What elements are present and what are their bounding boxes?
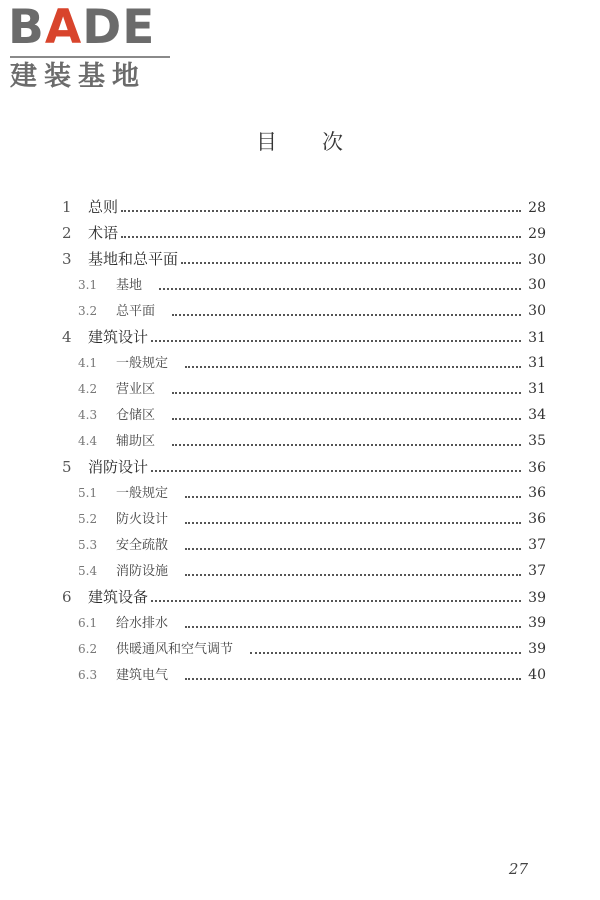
toc-entry-title: 一般规定: [116, 356, 169, 371]
toc-entry-title: 供暖通风和空气调节: [116, 642, 234, 657]
toc-entry-title: 一般规定: [116, 486, 169, 501]
toc-entry-page: 35: [528, 433, 546, 449]
toc-entry-page: 36: [528, 460, 546, 476]
toc-section-entry[interactable]: [60, 480, 546, 506]
toc-dot-leader: [151, 588, 521, 602]
page-title: 目 次: [256, 130, 344, 154]
toc-section-entry[interactable]: [60, 532, 546, 558]
page-number: 27: [508, 860, 528, 878]
toc-entry-title: 建筑设备: [88, 588, 149, 606]
toc-entry-page: 30: [528, 277, 546, 293]
toc-entry-title: 消防设施: [116, 564, 169, 579]
toc-dot-leader: [172, 432, 521, 446]
toc-entry-number: 4.3: [78, 408, 98, 422]
toc-entry-title: 辅助区: [116, 434, 156, 449]
toc-section-entry[interactable]: [60, 610, 546, 636]
toc-entry-title: 仓储区: [116, 408, 156, 423]
toc-entry-number: 4.1: [78, 356, 98, 370]
toc-dot-leader: [121, 224, 521, 238]
toc-section-entry[interactable]: [60, 350, 546, 376]
toc-chapter-entry[interactable]: [60, 194, 546, 220]
toc-dot-leader: [159, 276, 521, 290]
toc-entry-number: 5.4: [78, 564, 98, 578]
toc-entry-title: 给水排水: [116, 616, 169, 631]
logo-letters-before: B: [8, 0, 45, 55]
toc-entry-page: 36: [528, 511, 546, 527]
toc-entry-title: 防火设计: [116, 512, 169, 527]
toc-entry-page: 39: [528, 641, 546, 657]
toc-entry-title: 安全疏散: [116, 538, 169, 553]
toc-entry-title: 建筑设计: [88, 328, 149, 346]
toc-dot-leader: [185, 614, 521, 628]
table-of-contents: [60, 194, 546, 688]
toc-entry-page: 30: [528, 303, 546, 319]
logo-wordmark: [8, 2, 155, 54]
toc-dot-leader: [151, 458, 521, 472]
toc-section-entry[interactable]: [60, 272, 546, 298]
toc-entry-number: 3: [62, 250, 72, 268]
toc-dot-leader: [172, 380, 521, 394]
toc-section-entry[interactable]: [60, 298, 546, 324]
toc-entry-number: 1: [62, 198, 72, 216]
toc-entry-number: 5.3: [78, 538, 98, 552]
logo-divider: [10, 56, 170, 58]
toc-section-entry[interactable]: [60, 428, 546, 454]
toc-entry-number: 5.1: [78, 486, 98, 500]
toc-entry-number: 6.1: [78, 616, 98, 630]
toc-entry-title: 基地: [116, 278, 143, 293]
toc-chapter-entry[interactable]: [60, 220, 546, 246]
toc-entry-number: 3.1: [78, 278, 98, 292]
toc-entry-number: 2: [62, 224, 72, 242]
toc-entry-page: 36: [528, 485, 546, 501]
toc-section-entry[interactable]: [60, 636, 546, 662]
toc-entry-page: 28: [528, 200, 546, 216]
toc-entry-title: 术语: [88, 224, 119, 242]
toc-dot-leader: [185, 484, 521, 498]
toc-dot-leader: [121, 198, 521, 212]
toc-dot-leader: [181, 250, 521, 264]
toc-entry-page: 37: [528, 563, 546, 579]
toc-entry-number: 4.4: [78, 434, 98, 448]
toc-dot-leader: [151, 328, 521, 342]
toc-entry-number: 6: [62, 588, 72, 606]
toc-entry-page: 34: [528, 407, 546, 423]
toc-entry-title: 营业区: [116, 382, 156, 397]
toc-dot-leader: [185, 510, 521, 524]
toc-entry-page: 40: [528, 667, 546, 683]
toc-entry-title: 总平面: [116, 304, 156, 319]
toc-dot-leader: [172, 302, 521, 316]
brand-logo: [8, 2, 178, 94]
toc-section-entry[interactable]: [60, 662, 546, 688]
toc-entry-number: 4.2: [78, 382, 98, 396]
toc-entry-page: 37: [528, 537, 546, 553]
toc-section-entry[interactable]: [60, 506, 546, 532]
toc-entry-page: 31: [528, 330, 546, 346]
logo-letters-after: DE: [82, 0, 156, 55]
toc-section-entry[interactable]: [60, 376, 546, 402]
toc-dot-leader: [185, 536, 521, 550]
logo-accent-letter: A: [44, 0, 83, 55]
toc-chapter-entry[interactable]: [60, 584, 546, 610]
toc-entry-number: 5.2: [78, 512, 98, 526]
toc-entry-page: 31: [528, 355, 546, 371]
toc-dot-leader: [172, 406, 521, 420]
toc-entry-title: 消防设计: [88, 458, 149, 476]
toc-entry-number: 5: [62, 458, 72, 476]
toc-entry-number: 3.2: [78, 304, 98, 318]
toc-entry-number: 6.3: [78, 668, 98, 682]
toc-entry-title: 基地和总平面: [88, 250, 179, 268]
toc-section-entry[interactable]: [60, 558, 546, 584]
toc-entry-page: 39: [528, 615, 546, 631]
toc-entry-page: 30: [528, 252, 546, 268]
toc-dot-leader: [185, 562, 521, 576]
toc-entry-number: 4: [62, 328, 72, 346]
toc-entry-title: 建筑电气: [116, 668, 169, 683]
toc-chapter-entry[interactable]: [60, 454, 546, 480]
toc-dot-leader: [185, 666, 521, 680]
toc-entry-page: 39: [528, 590, 546, 606]
toc-entry-number: 6.2: [78, 642, 98, 656]
toc-section-entry[interactable]: [60, 402, 546, 428]
toc-dot-leader: [250, 640, 521, 654]
toc-dot-leader: [185, 354, 521, 368]
toc-entry-page: 29: [528, 226, 546, 242]
toc-entry-title: 总则: [88, 198, 119, 216]
logo-chinese-text: 建装基地: [10, 61, 146, 92]
toc-chapter-entry[interactable]: [60, 246, 546, 272]
toc-entry-page: 31: [528, 381, 546, 397]
toc-chapter-entry[interactable]: [60, 324, 546, 350]
